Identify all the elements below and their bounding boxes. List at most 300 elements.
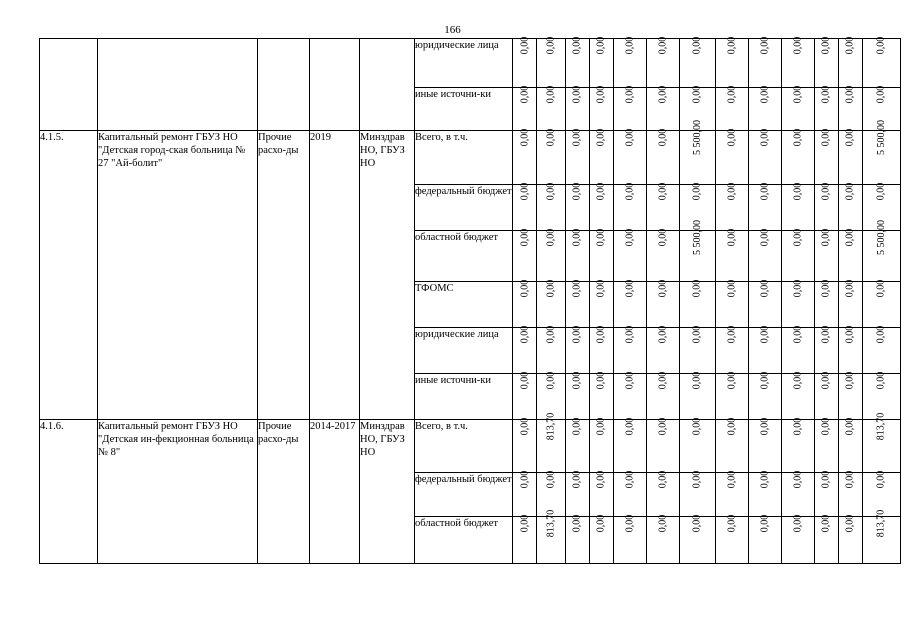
value-text: 0,00 [595,279,607,298]
value-cell [679,371,715,420]
value-text: 0,00 [691,85,703,104]
value-text: 0,00 [595,371,607,390]
value-text: 0,00 [726,36,737,55]
value-cell [781,85,814,131]
value-text: 0,00 [519,182,530,201]
value-cell [715,371,748,420]
value-cell [814,128,838,185]
value-cell [748,371,781,420]
value-cell [646,417,679,473]
funding-source: Всего, в т.ч. [415,420,513,473]
value-cell [565,85,589,131]
value-cell [814,36,838,88]
value-cell [814,325,838,374]
value-text: 813,70 [545,412,557,441]
value-text: 0,00 [657,36,668,55]
item-years: 2019 [310,131,360,420]
value-text: 0,00 [726,228,737,247]
value-text: 0,00 [844,417,856,436]
value-text: 813,70 [875,509,887,538]
value-text: 0,00 [624,417,635,436]
value-cell [537,36,566,88]
value-cell [513,470,537,517]
value-text: 5 500,00 [875,220,887,255]
value-cell [565,182,589,231]
value-cell [838,417,862,473]
value-text: 5 500,00 [691,220,703,255]
value-cell [565,514,589,564]
value-cell [748,514,781,564]
value-cell [838,279,862,328]
value-text: 0,00 [519,128,530,147]
funding-source: иные источни-ки [415,374,513,420]
value-text: 0,00 [844,514,856,533]
value-text: 0,00 [624,128,635,147]
value-text: 0,00 [792,85,803,104]
value-text: 0,00 [545,279,557,298]
value-text: 0,00 [657,128,668,147]
value-text: 0,00 [571,85,583,104]
value-cell [781,514,814,564]
value-cell [715,182,748,231]
value-text: 0,00 [571,36,583,55]
value-text: 0,00 [820,325,832,344]
value-text: 0,00 [759,85,770,104]
value-cell [814,228,838,282]
funding-source: Всего, в т.ч. [415,131,513,185]
value-text: 0,00 [726,279,737,298]
value-cell [589,36,613,88]
funding-source: областной бюджет [415,517,513,564]
value-text: 0,00 [545,128,557,147]
value-cell [537,412,566,473]
value-text: 0,00 [519,279,530,298]
value-cell [715,417,748,473]
value-text: 0,00 [624,279,635,298]
value-cell [838,371,862,420]
value-cell [565,417,589,473]
value-cell [646,279,679,328]
value-text: 0,00 [595,182,607,201]
value-cell [814,514,838,564]
value-text: 0,00 [820,228,832,247]
value-text: 0,00 [820,36,832,55]
value-cell [513,371,537,420]
value-text: 0,00 [657,325,668,344]
value-text: 0,00 [657,470,668,489]
value-cell [781,128,814,185]
value-cell [537,85,566,131]
value-text: 0,00 [545,371,557,390]
value-text: 0,00 [595,85,607,104]
value-cell [613,128,646,185]
value-text: 0,00 [691,279,703,298]
value-text: 0,00 [545,228,557,247]
value-text: 0,00 [519,371,530,390]
value-text: 0,00 [595,36,607,55]
value-cell [715,85,748,131]
table-row [40,420,901,473]
value-cell [646,371,679,420]
value-text: 0,00 [657,417,668,436]
value-cell [565,228,589,282]
value-text: 0,00 [792,228,803,247]
value-cell [748,279,781,328]
value-cell [814,417,838,473]
value-text: 0,00 [820,279,832,298]
value-cell [814,182,838,231]
value-cell [537,509,566,564]
item-years: 2014-2017 [310,420,360,564]
value-cell [679,120,715,185]
value-cell [679,470,715,517]
value-cell [838,325,862,374]
value-text: 0,00 [571,325,583,344]
value-text: 0,00 [759,279,770,298]
value-text: 0,00 [792,128,803,147]
value-cell [613,228,646,282]
value-cell [781,470,814,517]
value-text: 0,00 [545,36,557,55]
value-text: 0,00 [624,228,635,247]
value-cell [537,325,566,374]
value-cell [862,412,900,473]
value-cell [613,36,646,88]
value-text: 0,00 [844,325,856,344]
value-cell [513,325,537,374]
page-number: 166 [444,24,461,36]
value-text: 0,00 [759,325,770,344]
value-text: 0,00 [624,85,635,104]
value-cell [613,417,646,473]
value-text: 0,00 [519,85,530,104]
value-cell [781,36,814,88]
value-cell [613,182,646,231]
value-cell [715,36,748,88]
table-row [40,39,901,88]
value-cell [589,182,613,231]
value-cell [513,228,537,282]
value-cell [748,228,781,282]
funding-source: федеральный бюджет [415,185,513,231]
value-cell [748,182,781,231]
value-text: 0,00 [571,417,583,436]
value-text: 0,00 [657,279,668,298]
value-cell [715,325,748,374]
value-text: 0,00 [875,470,887,489]
value-cell [814,470,838,517]
value-cell [646,514,679,564]
value-text: 0,00 [624,371,635,390]
value-cell [838,128,862,185]
value-text: 0,00 [726,325,737,344]
value-text: 0,00 [875,325,887,344]
item-code: 4.1.6. [40,420,98,564]
value-text: 0,00 [726,371,737,390]
value-text: 0,00 [792,417,803,436]
value-cell [748,36,781,88]
item-executor: Минздрав НО, ГБУЗ НО [360,420,415,564]
value-cell [781,182,814,231]
value-text: 5 500,00 [691,120,703,155]
value-text: 0,00 [759,470,770,489]
value-cell [646,36,679,88]
value-text: 0,00 [820,128,832,147]
value-text: 0,00 [571,371,583,390]
value-text: 0,00 [519,228,530,247]
value-text: 5 500,00 [875,120,887,155]
value-cell [679,220,715,282]
value-cell [513,279,537,328]
value-cell [781,228,814,282]
value-cell [646,85,679,131]
funding-source: ТФОМС [415,282,513,328]
value-text: 0,00 [844,371,856,390]
item-code [40,39,98,131]
item-name [98,39,258,131]
value-cell [715,470,748,517]
value-cell [715,128,748,185]
value-cell [679,36,715,88]
value-text: 0,00 [571,128,583,147]
value-cell [679,417,715,473]
value-cell [565,279,589,328]
value-cell [814,85,838,131]
value-cell [513,182,537,231]
value-text: 0,00 [571,279,583,298]
value-cell [589,371,613,420]
value-cell [565,371,589,420]
value-text: 0,00 [545,182,557,201]
value-cell [565,325,589,374]
value-text: 0,00 [657,228,668,247]
value-text: 0,00 [875,36,887,55]
value-cell [715,514,748,564]
value-text: 0,00 [875,371,887,390]
value-text: 0,00 [820,470,832,489]
value-text: 0,00 [519,36,530,55]
value-text: 0,00 [691,36,703,55]
value-text: 0,00 [875,182,887,201]
expense-type [258,39,310,131]
value-text: 0,00 [844,279,856,298]
item-name: Капитальный ремонт ГБУЗ НО "Детская город-ская больница № 27 "Ай-болит" [98,131,258,420]
funding-source: юридические лица [415,328,513,374]
value-text: 0,00 [875,279,887,298]
value-cell [862,220,900,282]
value-text: 0,00 [820,514,832,533]
value-cell [646,182,679,231]
value-cell [589,228,613,282]
value-cell [781,371,814,420]
value-cell [715,228,748,282]
value-text: 0,00 [844,128,856,147]
value-cell [646,470,679,517]
value-text: 0,00 [726,514,737,533]
value-cell [537,279,566,328]
value-text: 0,00 [820,85,832,104]
value-text: 0,00 [759,182,770,201]
value-cell [589,325,613,374]
expense-type: Прочие расхо-ды [258,420,310,564]
value-text: 0,00 [844,182,856,201]
value-text: 0,00 [726,470,737,489]
value-text: 0,00 [519,514,530,533]
value-text: 0,00 [759,417,770,436]
value-cell [589,514,613,564]
value-cell [838,514,862,564]
value-text: 0,00 [519,470,530,489]
value-cell [537,128,566,185]
value-text: 0,00 [624,36,635,55]
value-cell [613,371,646,420]
value-cell [781,417,814,473]
value-cell [838,36,862,88]
item-code: 4.1.5. [40,131,98,420]
value-text: 0,00 [844,228,856,247]
value-text: 0,00 [875,85,887,104]
value-text: 0,00 [844,470,856,489]
value-text: 0,00 [595,514,607,533]
value-cell [513,128,537,185]
value-text: 0,00 [624,182,635,201]
value-cell [589,85,613,131]
value-text: 0,00 [691,371,703,390]
value-cell [715,279,748,328]
value-cell [862,120,900,185]
value-text: 0,00 [657,182,668,201]
funding-source: юридические лица [415,39,513,88]
value-cell [537,228,566,282]
value-text: 0,00 [726,417,737,436]
value-cell [781,279,814,328]
value-cell [679,514,715,564]
value-cell [613,279,646,328]
value-cell [613,470,646,517]
value-text: 0,00 [792,279,803,298]
value-text: 0,00 [691,514,703,533]
value-cell [814,371,838,420]
value-cell [537,182,566,231]
value-text: 813,70 [545,509,557,538]
value-text: 0,00 [545,85,557,104]
value-text: 0,00 [792,514,803,533]
value-text: 0,00 [726,85,737,104]
value-cell [748,85,781,131]
value-text: 0,00 [595,128,607,147]
value-text: 0,00 [820,371,832,390]
value-cell [589,470,613,517]
value-text: 0,00 [759,36,770,55]
value-cell [862,509,900,564]
value-cell [513,514,537,564]
value-text: 0,00 [691,417,703,436]
value-cell [838,85,862,131]
budget-table [39,38,901,564]
value-text: 0,00 [726,128,737,147]
value-text: 0,00 [792,36,803,55]
value-text: 0,00 [519,325,530,344]
value-cell [679,325,715,374]
value-cell [589,279,613,328]
value-text: 0,00 [820,417,832,436]
value-text: 0,00 [624,470,635,489]
value-cell [814,279,838,328]
value-text: 0,00 [759,128,770,147]
value-cell [748,417,781,473]
value-text: 0,00 [571,228,583,247]
item-executor [360,39,415,131]
value-cell [565,470,589,517]
value-text: 0,00 [691,182,703,201]
value-text: 0,00 [571,514,583,533]
value-cell [862,325,900,374]
value-text: 0,00 [691,470,703,489]
value-cell [513,417,537,473]
value-cell [748,325,781,374]
item-years [310,39,360,131]
item-name: Капитальный ремонт ГБУЗ НО "Детская ин-фекционная больница № 8" [98,420,258,564]
value-text: 0,00 [792,325,803,344]
value-cell [565,36,589,88]
value-cell [838,470,862,517]
value-cell [748,128,781,185]
value-cell [565,128,589,185]
value-cell [589,417,613,473]
value-cell [613,85,646,131]
value-text: 0,00 [595,325,607,344]
value-text: 0,00 [759,371,770,390]
funding-source: областной бюджет [415,231,513,282]
value-text: 813,70 [875,412,887,441]
value-text: 0,00 [657,514,668,533]
item-executor: Минздрав НО, ГБУЗ НО [360,131,415,420]
value-text: 0,00 [545,470,557,489]
value-cell [838,228,862,282]
value-cell [862,279,900,328]
value-cell [781,325,814,374]
value-text: 0,00 [519,417,530,436]
value-cell [862,36,900,88]
value-text: 0,00 [571,182,583,201]
value-text: 0,00 [759,514,770,533]
value-text: 0,00 [657,371,668,390]
value-text: 0,00 [820,182,832,201]
value-text: 0,00 [759,228,770,247]
value-text: 0,00 [595,470,607,489]
value-text: 0,00 [595,228,607,247]
value-text: 0,00 [792,470,803,489]
value-cell [646,228,679,282]
value-text: 0,00 [844,36,856,55]
value-text: 0,00 [844,85,856,104]
funding-source: федеральный бюджет [415,473,513,517]
value-text: 0,00 [545,325,557,344]
value-cell [613,514,646,564]
value-text: 0,00 [691,325,703,344]
value-text: 0,00 [624,325,635,344]
value-cell [613,325,646,374]
value-cell [748,470,781,517]
value-cell [838,182,862,231]
value-text: 0,00 [571,470,583,489]
value-text: 0,00 [595,417,607,436]
value-cell [646,325,679,374]
expense-type: Прочие расхо-ды [258,131,310,420]
value-cell [589,128,613,185]
table-row [40,131,901,185]
value-cell [679,279,715,328]
